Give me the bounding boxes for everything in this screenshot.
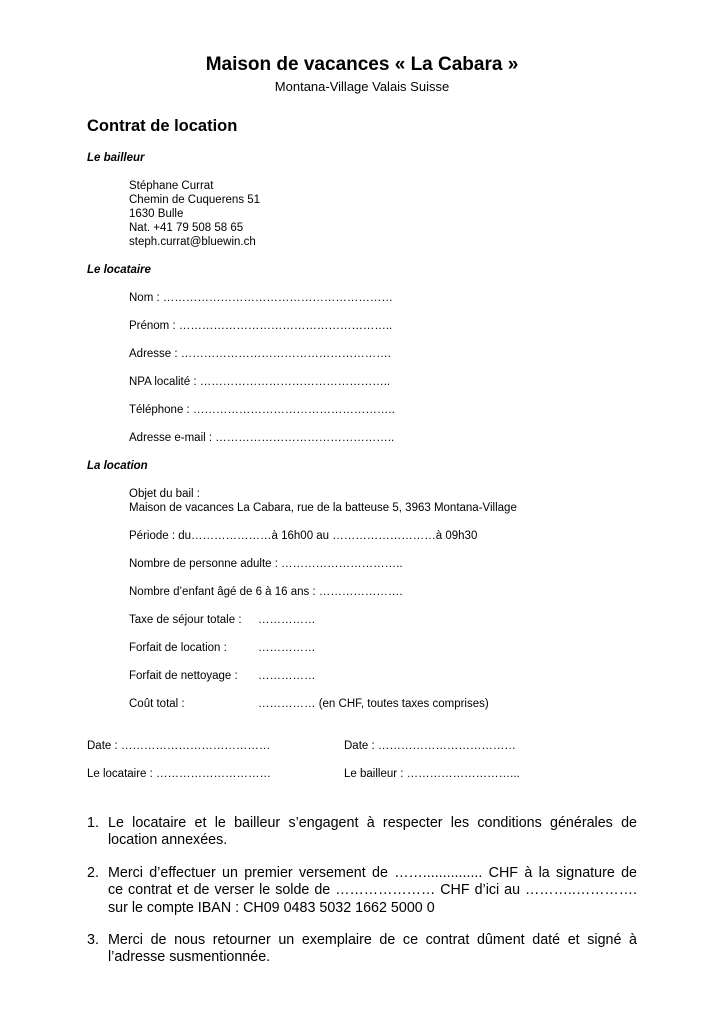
locataire-nom-field: Nom : …………………………………………………… <box>129 292 393 304</box>
forfait-nettoyage-value: …………… <box>258 670 316 682</box>
condition-line: location annexées. <box>108 832 228 849</box>
forfait-location-label: Forfait de location : <box>129 642 227 654</box>
condition-text <box>108 815 637 850</box>
condition-text <box>108 865 637 917</box>
objet-label: Objet du bail : <box>129 488 200 500</box>
condition-item-2 <box>87 865 637 917</box>
condition-item-3 <box>87 932 637 967</box>
condition-text <box>108 932 637 967</box>
locataire-adresse-field: Adresse : ………………………………………………. <box>129 348 391 360</box>
cout-total-value: …………… (en CHF, toutes taxes comprises) <box>258 698 489 710</box>
signature-bailleur-field: Le bailleur : ………………………... <box>344 768 520 780</box>
locataire-email-field: Adresse e-mail : ……………………………………….. <box>129 432 395 444</box>
section-heading-bailleur: Le bailleur <box>87 152 145 164</box>
cout-total-label: Coût total : <box>129 698 185 710</box>
bailleur-email: steph.currat@bluewin.ch <box>129 236 256 248</box>
section-heading-locataire: Le locataire <box>87 264 151 276</box>
condition-number: 3. <box>87 932 99 948</box>
condition-number: 1. <box>87 815 99 831</box>
bailleur-phone: Nat. +41 79 508 58 65 <box>129 222 244 234</box>
forfait-location-value: …………… <box>258 642 316 654</box>
condition-line: Merci de nous retourner un exemplaire de ce contrat dûment daté et signé à <box>108 932 637 948</box>
page-title: Maison de vacances « La Cabara » <box>205 54 519 75</box>
condition-line: sur le compte IBAN : CH09 0483 5032 1662 5000 0 <box>108 899 435 916</box>
adultes-field: Nombre de personne adulte : ………………………….. <box>129 558 403 570</box>
condition-number: 2. <box>87 865 99 881</box>
bailleur-street: Chemin de Cuquerens 51 <box>129 194 261 206</box>
periode-field: Période : du…………………à 16h00 au ………………………à 09h30 <box>129 530 478 542</box>
document-heading: Contrat de location <box>87 117 238 135</box>
enfants-field: Nombre d’enfant âgé de 6 à 16 ans : …………………. <box>129 586 403 598</box>
condition-item-1 <box>87 815 637 850</box>
condition-line: Le locataire et le bailleur s’engagent à respecter les conditions générales de <box>108 815 637 831</box>
locataire-prenom-field: Prénom : ……………………………………………….. <box>129 320 393 332</box>
locataire-telephone-field: Téléphone : …………………………………………….. <box>129 404 395 416</box>
bailleur-city: 1630 Bulle <box>129 208 184 220</box>
bailleur-name: Stéphane Currat <box>129 180 214 192</box>
locataire-npa-field: NPA localité : ………………………………………….. <box>129 376 391 388</box>
taxe-sejour-value: …………… <box>258 614 316 626</box>
taxe-sejour-label: Taxe de séjour totale : <box>129 614 242 626</box>
date-locataire-field: Date : ………………………………… <box>87 740 271 752</box>
condition-line: ce contrat et de verser le solde de ………………… CHF d’ici au ………..…………. <box>108 882 637 899</box>
page-subtitle: Montana-Village Valais Suisse <box>274 79 450 94</box>
condition-line: Merci d’effectuer un premier versement de ……............... CHF à la signature de <box>108 865 637 881</box>
signature-locataire-field: Le locataire : ………………………… <box>87 768 272 780</box>
date-bailleur-field: Date : ……………………………… <box>344 740 516 752</box>
forfait-nettoyage-label: Forfait de nettoyage : <box>129 670 238 682</box>
objet-value: Maison de vacances La Cabara, rue de la batteuse 5, 3963 Montana-Village <box>129 502 517 514</box>
condition-line: l’adresse susmentionnée. <box>108 949 271 966</box>
section-heading-location: La location <box>87 460 148 472</box>
